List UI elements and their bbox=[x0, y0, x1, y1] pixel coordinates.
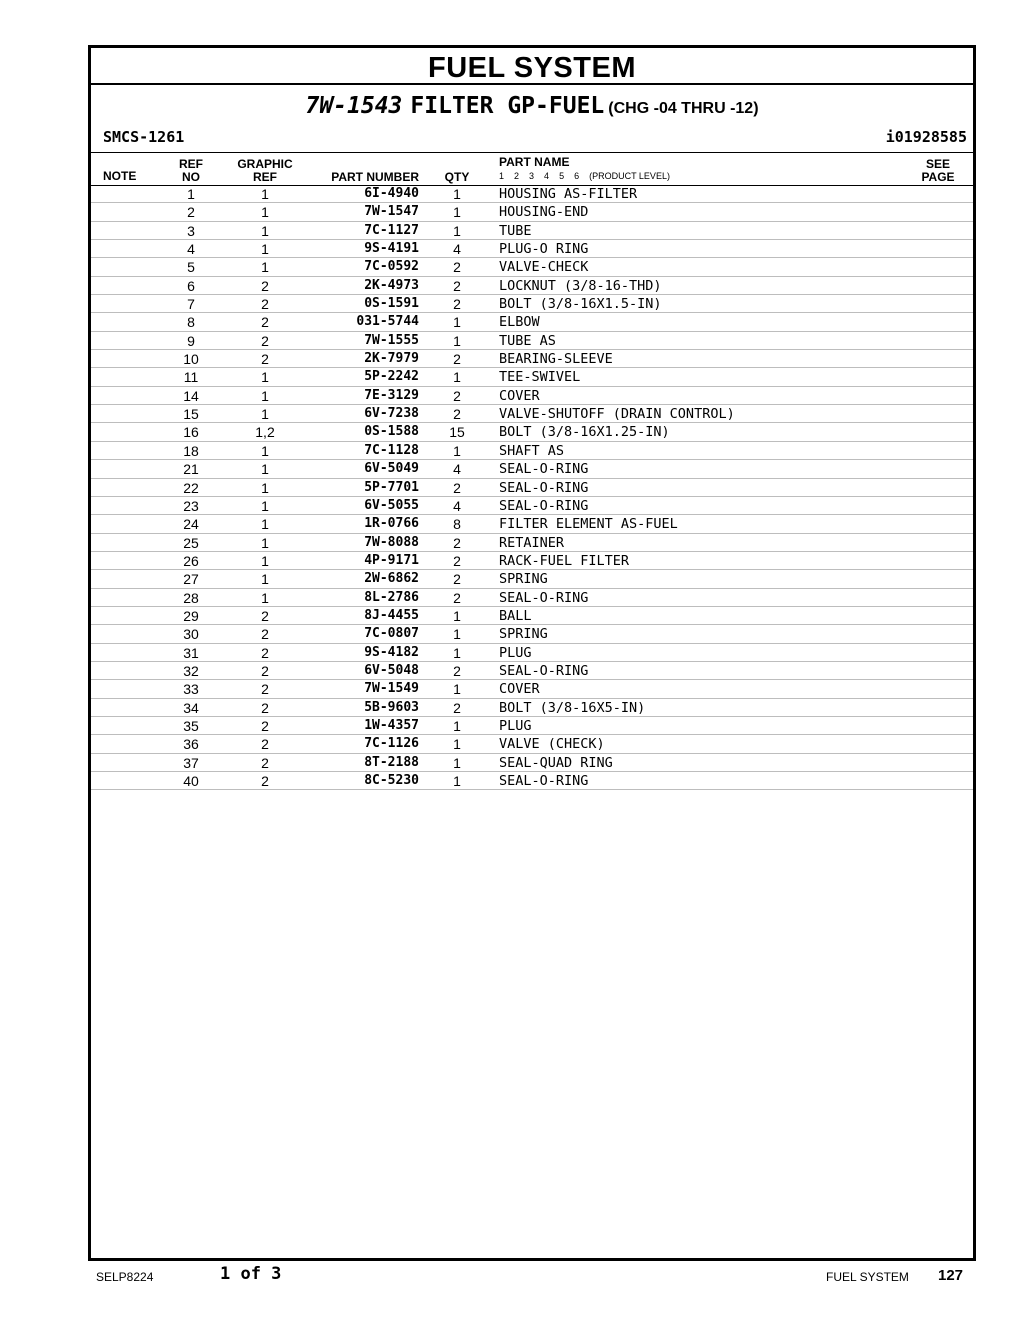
part-number-cell: 7C-1128 bbox=[364, 442, 419, 458]
col-ref-no bbox=[161, 158, 221, 184]
qty-cell: 4 bbox=[453, 497, 461, 514]
graphic-ref-cell: 1 bbox=[261, 534, 269, 551]
part-number-cell: 6V-7238 bbox=[364, 406, 419, 422]
page-title: FUEL SYSTEM bbox=[428, 52, 636, 84]
part-number-cell: 2K-4973 bbox=[364, 277, 419, 293]
part-number-cell: 7C-0807 bbox=[364, 626, 419, 642]
ref-no-cell: 33 bbox=[183, 681, 199, 698]
part-number-cell: 1W-4357 bbox=[364, 717, 419, 733]
col-graphic-top: GRAPHIC bbox=[237, 157, 293, 171]
header-divider bbox=[91, 152, 973, 153]
qty-cell: 1 bbox=[453, 717, 461, 734]
part-number-cell: 6V-5055 bbox=[364, 497, 419, 513]
part-name-cell: SEAL-O-RING bbox=[499, 773, 589, 789]
qty-cell: 1 bbox=[453, 222, 461, 239]
part-name-cell: PLUG-O RING bbox=[499, 241, 589, 258]
part-number-cell: 0S-1588 bbox=[364, 424, 419, 440]
part-number-cell: 5P-7701 bbox=[364, 479, 419, 495]
graphic-ref-cell: 1,2 bbox=[255, 424, 275, 441]
graphic-ref-cell: 2 bbox=[261, 681, 269, 698]
graphic-ref-cell: 2 bbox=[261, 626, 269, 643]
ref-no-cell: 11 bbox=[183, 369, 199, 386]
qty-cell: 1 bbox=[453, 626, 461, 643]
part-name-cell: SEAL-O-RING bbox=[499, 461, 589, 478]
qty-cell: 2 bbox=[453, 552, 461, 569]
part-number-cell: 4P-9171 bbox=[364, 552, 419, 568]
table-row bbox=[91, 570, 973, 588]
ref-no-cell: 31 bbox=[183, 644, 199, 661]
table-row bbox=[91, 405, 973, 423]
ref-no-cell: 25 bbox=[183, 534, 199, 551]
table-row bbox=[91, 717, 973, 735]
page-number: 127 bbox=[938, 1267, 964, 1284]
graphic-ref-cell: 1 bbox=[261, 442, 269, 459]
qty-cell: 2 bbox=[453, 662, 461, 679]
col-ref-bottom: NO bbox=[182, 170, 200, 184]
table-row bbox=[91, 350, 973, 368]
qty-cell: 2 bbox=[453, 259, 461, 276]
ref-no-cell: 24 bbox=[183, 516, 199, 533]
graphic-ref-cell: 1 bbox=[261, 479, 269, 496]
ref-no-cell: 35 bbox=[183, 717, 199, 734]
qty-cell: 2 bbox=[453, 387, 461, 404]
page-frame bbox=[88, 45, 976, 1261]
part-name-cell: SEAL-O-RING bbox=[499, 662, 589, 679]
table-row bbox=[91, 662, 973, 680]
ref-no-cell: 32 bbox=[183, 662, 199, 679]
part-name-cell: COVER bbox=[499, 681, 540, 698]
qty-cell: 2 bbox=[453, 534, 461, 551]
qty-cell: 2 bbox=[453, 296, 461, 313]
table-row bbox=[91, 203, 973, 221]
table-row bbox=[91, 607, 973, 625]
table-row bbox=[91, 497, 973, 515]
part-number-cell: 8T-2188 bbox=[364, 754, 419, 770]
graphic-ref-cell: 1 bbox=[261, 516, 269, 533]
table-row bbox=[91, 222, 973, 240]
ref-no-cell: 36 bbox=[183, 736, 199, 753]
table-row bbox=[91, 295, 973, 313]
part-name-cell: BOLT (3/8-16X5-IN) bbox=[499, 699, 646, 716]
qty-cell: 15 bbox=[449, 424, 465, 441]
table-row bbox=[91, 277, 973, 295]
part-name-cell: TUBE AS bbox=[499, 332, 556, 349]
table-row bbox=[91, 680, 973, 698]
part-name-cell: SPRING bbox=[499, 626, 548, 643]
part-name-cell: SEAL-QUAD RING bbox=[499, 754, 613, 771]
graphic-ref-cell: 2 bbox=[261, 736, 269, 753]
ref-no-cell: 16 bbox=[183, 424, 199, 441]
ref-no-cell: 23 bbox=[183, 497, 199, 514]
table-row bbox=[91, 534, 973, 552]
part-number-cell: 7W-1547 bbox=[364, 204, 419, 220]
ref-no-cell: 1 bbox=[187, 186, 195, 202]
table-row bbox=[91, 625, 973, 643]
table-row bbox=[91, 735, 973, 753]
graphic-ref-cell: 1 bbox=[261, 406, 269, 423]
part-number-cell: 2K-7979 bbox=[364, 351, 419, 367]
product-levels bbox=[499, 171, 680, 181]
qty-cell: 4 bbox=[453, 241, 461, 258]
qty-cell: 2 bbox=[453, 589, 461, 606]
part-number-cell: 5B-9603 bbox=[364, 699, 419, 715]
ref-no-cell: 26 bbox=[183, 552, 199, 569]
ref-no-cell: 34 bbox=[183, 699, 199, 716]
table-row bbox=[91, 699, 973, 717]
col-see-page bbox=[913, 158, 963, 184]
table-row bbox=[91, 240, 973, 258]
ref-no-cell: 30 bbox=[183, 626, 199, 643]
qty-cell: 1 bbox=[453, 773, 461, 789]
illustration-id: i01928585 bbox=[885, 128, 967, 146]
part-number-cell: 8L-2786 bbox=[364, 589, 419, 605]
col-note: NOTE bbox=[103, 169, 137, 183]
col-ref-top: REF bbox=[179, 157, 203, 171]
ref-no-cell: 4 bbox=[187, 241, 195, 258]
part-name-cell: VALVE-SHUTOFF (DRAIN CONTROL) bbox=[499, 406, 735, 423]
level-caption: (PRODUCT LEVEL) bbox=[589, 171, 670, 181]
part-name-cell: SEAL-O-RING bbox=[499, 497, 589, 514]
part-number-cell: 8J-4455 bbox=[364, 607, 419, 623]
part-name-cell: SPRING bbox=[499, 571, 548, 588]
part-number-cell: 6I-4940 bbox=[364, 186, 419, 201]
ref-no-cell: 40 bbox=[183, 773, 199, 789]
graphic-ref-cell: 2 bbox=[261, 277, 269, 294]
graphic-ref-cell: 2 bbox=[261, 314, 269, 331]
ref-no-cell: 18 bbox=[183, 442, 199, 459]
part-number-cell: 6V-5049 bbox=[364, 461, 419, 477]
qty-cell: 8 bbox=[453, 516, 461, 533]
graphic-ref-cell: 1 bbox=[261, 589, 269, 606]
qty-cell: 2 bbox=[453, 406, 461, 423]
ref-no-cell: 27 bbox=[183, 571, 199, 588]
qty-cell: 2 bbox=[453, 571, 461, 588]
part-name-cell: RETAINER bbox=[499, 534, 565, 551]
col-see-bottom: PAGE bbox=[921, 170, 955, 184]
qty-cell: 1 bbox=[453, 369, 461, 386]
table-row bbox=[91, 644, 973, 662]
part-name-cell: PLUG bbox=[499, 644, 532, 661]
document-id: SELP8224 bbox=[96, 1270, 154, 1284]
level-5: 5 bbox=[559, 171, 565, 181]
ref-no-cell: 37 bbox=[183, 754, 199, 771]
smcs-code: SMCS-1261 bbox=[103, 128, 185, 146]
part-number-cell: 7W-1549 bbox=[364, 681, 419, 697]
part-name-cell: RACK-FUEL FILTER bbox=[499, 552, 630, 569]
col-graphic-bottom: REF bbox=[253, 170, 277, 184]
qty-cell: 2 bbox=[453, 699, 461, 716]
part-number-cell: 031-5744 bbox=[356, 314, 419, 330]
part-number-cell: 9S-4182 bbox=[364, 644, 419, 660]
level-6: 6 bbox=[574, 171, 580, 181]
graphic-ref-cell: 1 bbox=[261, 241, 269, 258]
table-row bbox=[91, 754, 973, 772]
graphic-ref-cell: 2 bbox=[261, 644, 269, 661]
part-name-cell: BEARING-SLEEVE bbox=[499, 351, 613, 368]
part-number-cell: 1R-0766 bbox=[364, 516, 419, 532]
qty-cell: 1 bbox=[453, 681, 461, 698]
table-row bbox=[91, 772, 973, 790]
title-divider bbox=[91, 83, 973, 85]
qty-cell: 1 bbox=[453, 314, 461, 331]
col-qty: QTY bbox=[444, 170, 470, 184]
qty-cell: 1 bbox=[453, 442, 461, 459]
ref-no-cell: 10 bbox=[183, 351, 199, 368]
ref-no-cell: 7 bbox=[187, 296, 195, 313]
graphic-ref-cell: 1 bbox=[261, 369, 269, 386]
part-name-cell: LOCKNUT (3/8-16-THD) bbox=[499, 277, 662, 294]
ref-no-cell: 8 bbox=[187, 314, 195, 331]
graphic-ref-cell: 1 bbox=[261, 461, 269, 478]
qty-cell: 1 bbox=[453, 754, 461, 771]
table-row bbox=[91, 387, 973, 405]
part-name-cell: SHAFT AS bbox=[499, 442, 565, 459]
group-part-name: FILTER GP-FUEL bbox=[410, 93, 605, 119]
graphic-ref-cell: 1 bbox=[261, 387, 269, 404]
parts-table-body bbox=[91, 185, 973, 790]
graphic-ref-cell: 1 bbox=[261, 571, 269, 588]
ref-no-cell: 22 bbox=[183, 479, 199, 496]
ref-no-cell: 2 bbox=[187, 204, 195, 221]
graphic-ref-cell: 1 bbox=[261, 222, 269, 239]
table-row bbox=[91, 368, 973, 386]
part-name-cell: HOUSING AS-FILTER bbox=[499, 186, 638, 202]
ref-no-cell: 6 bbox=[187, 277, 195, 294]
part-name-cell: ELBOW bbox=[499, 314, 540, 331]
part-name-cell: TEE-SWIVEL bbox=[499, 369, 581, 386]
qty-cell: 1 bbox=[453, 204, 461, 221]
part-number-cell: 7C-1127 bbox=[364, 222, 419, 238]
table-row bbox=[91, 552, 973, 570]
qty-cell: 1 bbox=[453, 332, 461, 349]
table-row bbox=[91, 185, 973, 203]
graphic-ref-cell: 2 bbox=[261, 699, 269, 716]
part-name-cell: TUBE bbox=[499, 222, 532, 239]
table-row bbox=[91, 423, 973, 441]
qty-cell: 1 bbox=[453, 736, 461, 753]
part-number-cell: 7W-8088 bbox=[364, 534, 419, 550]
part-name-cell: VALVE-CHECK bbox=[499, 259, 589, 276]
part-name-cell: BALL bbox=[499, 607, 532, 624]
qty-cell: 4 bbox=[453, 461, 461, 478]
part-name-cell: VALVE (CHECK) bbox=[499, 736, 605, 753]
qty-cell: 2 bbox=[453, 277, 461, 294]
table-row bbox=[91, 460, 973, 478]
graphic-ref-cell: 2 bbox=[261, 351, 269, 368]
ref-no-cell: 29 bbox=[183, 607, 199, 624]
graphic-ref-cell: 2 bbox=[261, 332, 269, 349]
part-name-cell: SEAL-O-RING bbox=[499, 589, 589, 606]
graphic-ref-cell: 1 bbox=[261, 497, 269, 514]
part-name-cell: PLUG bbox=[499, 717, 532, 734]
table-row bbox=[91, 589, 973, 607]
part-number-cell: 7C-1126 bbox=[364, 736, 419, 752]
part-name-cell: FILTER ELEMENT AS-FUEL bbox=[499, 516, 678, 533]
part-number-cell: 9S-4191 bbox=[364, 241, 419, 257]
level-4: 4 bbox=[544, 171, 550, 181]
graphic-ref-cell: 2 bbox=[261, 296, 269, 313]
col-graphic-ref bbox=[225, 158, 305, 184]
graphic-ref-cell: 1 bbox=[261, 186, 269, 202]
col-part-number: PART NUMBER bbox=[331, 170, 419, 184]
part-number-cell: 5P-2242 bbox=[364, 369, 419, 385]
col-part-name: PART NAME bbox=[499, 155, 570, 169]
ref-no-cell: 5 bbox=[187, 259, 195, 276]
part-name-cell: BOLT (3/8-16X1.5-IN) bbox=[499, 296, 662, 313]
graphic-ref-cell: 2 bbox=[261, 717, 269, 734]
table-row bbox=[91, 442, 973, 460]
col-see-top: SEE bbox=[925, 157, 950, 171]
part-number-cell: 6V-5048 bbox=[364, 662, 419, 678]
part-name-cell: SEAL-O-RING bbox=[499, 479, 589, 496]
qty-cell: 1 bbox=[453, 607, 461, 624]
table-row bbox=[91, 258, 973, 276]
part-number-cell: 7E-3129 bbox=[364, 387, 419, 403]
graphic-ref-cell: 2 bbox=[261, 754, 269, 771]
graphic-ref-cell: 1 bbox=[261, 259, 269, 276]
table-row bbox=[91, 313, 973, 331]
ref-no-cell: 3 bbox=[187, 222, 195, 239]
change-range: (CHG -04 THRU -12) bbox=[608, 100, 759, 117]
part-number-cell: 7C-0592 bbox=[364, 259, 419, 275]
table-row bbox=[91, 515, 973, 533]
graphic-ref-cell: 2 bbox=[261, 607, 269, 624]
level-3: 3 bbox=[529, 171, 535, 181]
ref-no-cell: 9 bbox=[187, 332, 195, 349]
level-1: 1 bbox=[499, 171, 505, 181]
qty-cell: 1 bbox=[453, 186, 461, 202]
graphic-ref-cell: 2 bbox=[261, 773, 269, 789]
qty-cell: 2 bbox=[453, 351, 461, 368]
part-name-cell: BOLT (3/8-16X1.25-IN) bbox=[499, 424, 670, 441]
ref-no-cell: 14 bbox=[183, 387, 199, 404]
part-name-cell: HOUSING-END bbox=[499, 204, 589, 221]
ref-no-cell: 21 bbox=[183, 461, 199, 478]
part-number-cell: 7W-1555 bbox=[364, 332, 419, 348]
ref-no-cell: 28 bbox=[183, 589, 199, 606]
page-of: 1 of 3 bbox=[220, 1264, 282, 1284]
level-2: 2 bbox=[514, 171, 520, 181]
part-number-cell: 2W-6862 bbox=[364, 571, 419, 587]
table-row bbox=[91, 332, 973, 350]
qty-cell: 1 bbox=[453, 644, 461, 661]
graphic-ref-cell: 1 bbox=[261, 552, 269, 569]
part-number-cell: 8C-5230 bbox=[364, 773, 419, 788]
part-number-cell: 0S-1591 bbox=[364, 296, 419, 312]
table-row bbox=[91, 479, 973, 497]
section-name: FUEL SYSTEM bbox=[826, 1270, 909, 1284]
graphic-ref-cell: 1 bbox=[261, 204, 269, 221]
graphic-ref-cell: 2 bbox=[261, 662, 269, 679]
ref-no-cell: 15 bbox=[183, 406, 199, 423]
qty-cell: 2 bbox=[453, 479, 461, 496]
part-name-cell: COVER bbox=[499, 387, 540, 404]
group-part-number: 7W-1543 bbox=[305, 93, 403, 119]
group-heading bbox=[91, 92, 973, 123]
